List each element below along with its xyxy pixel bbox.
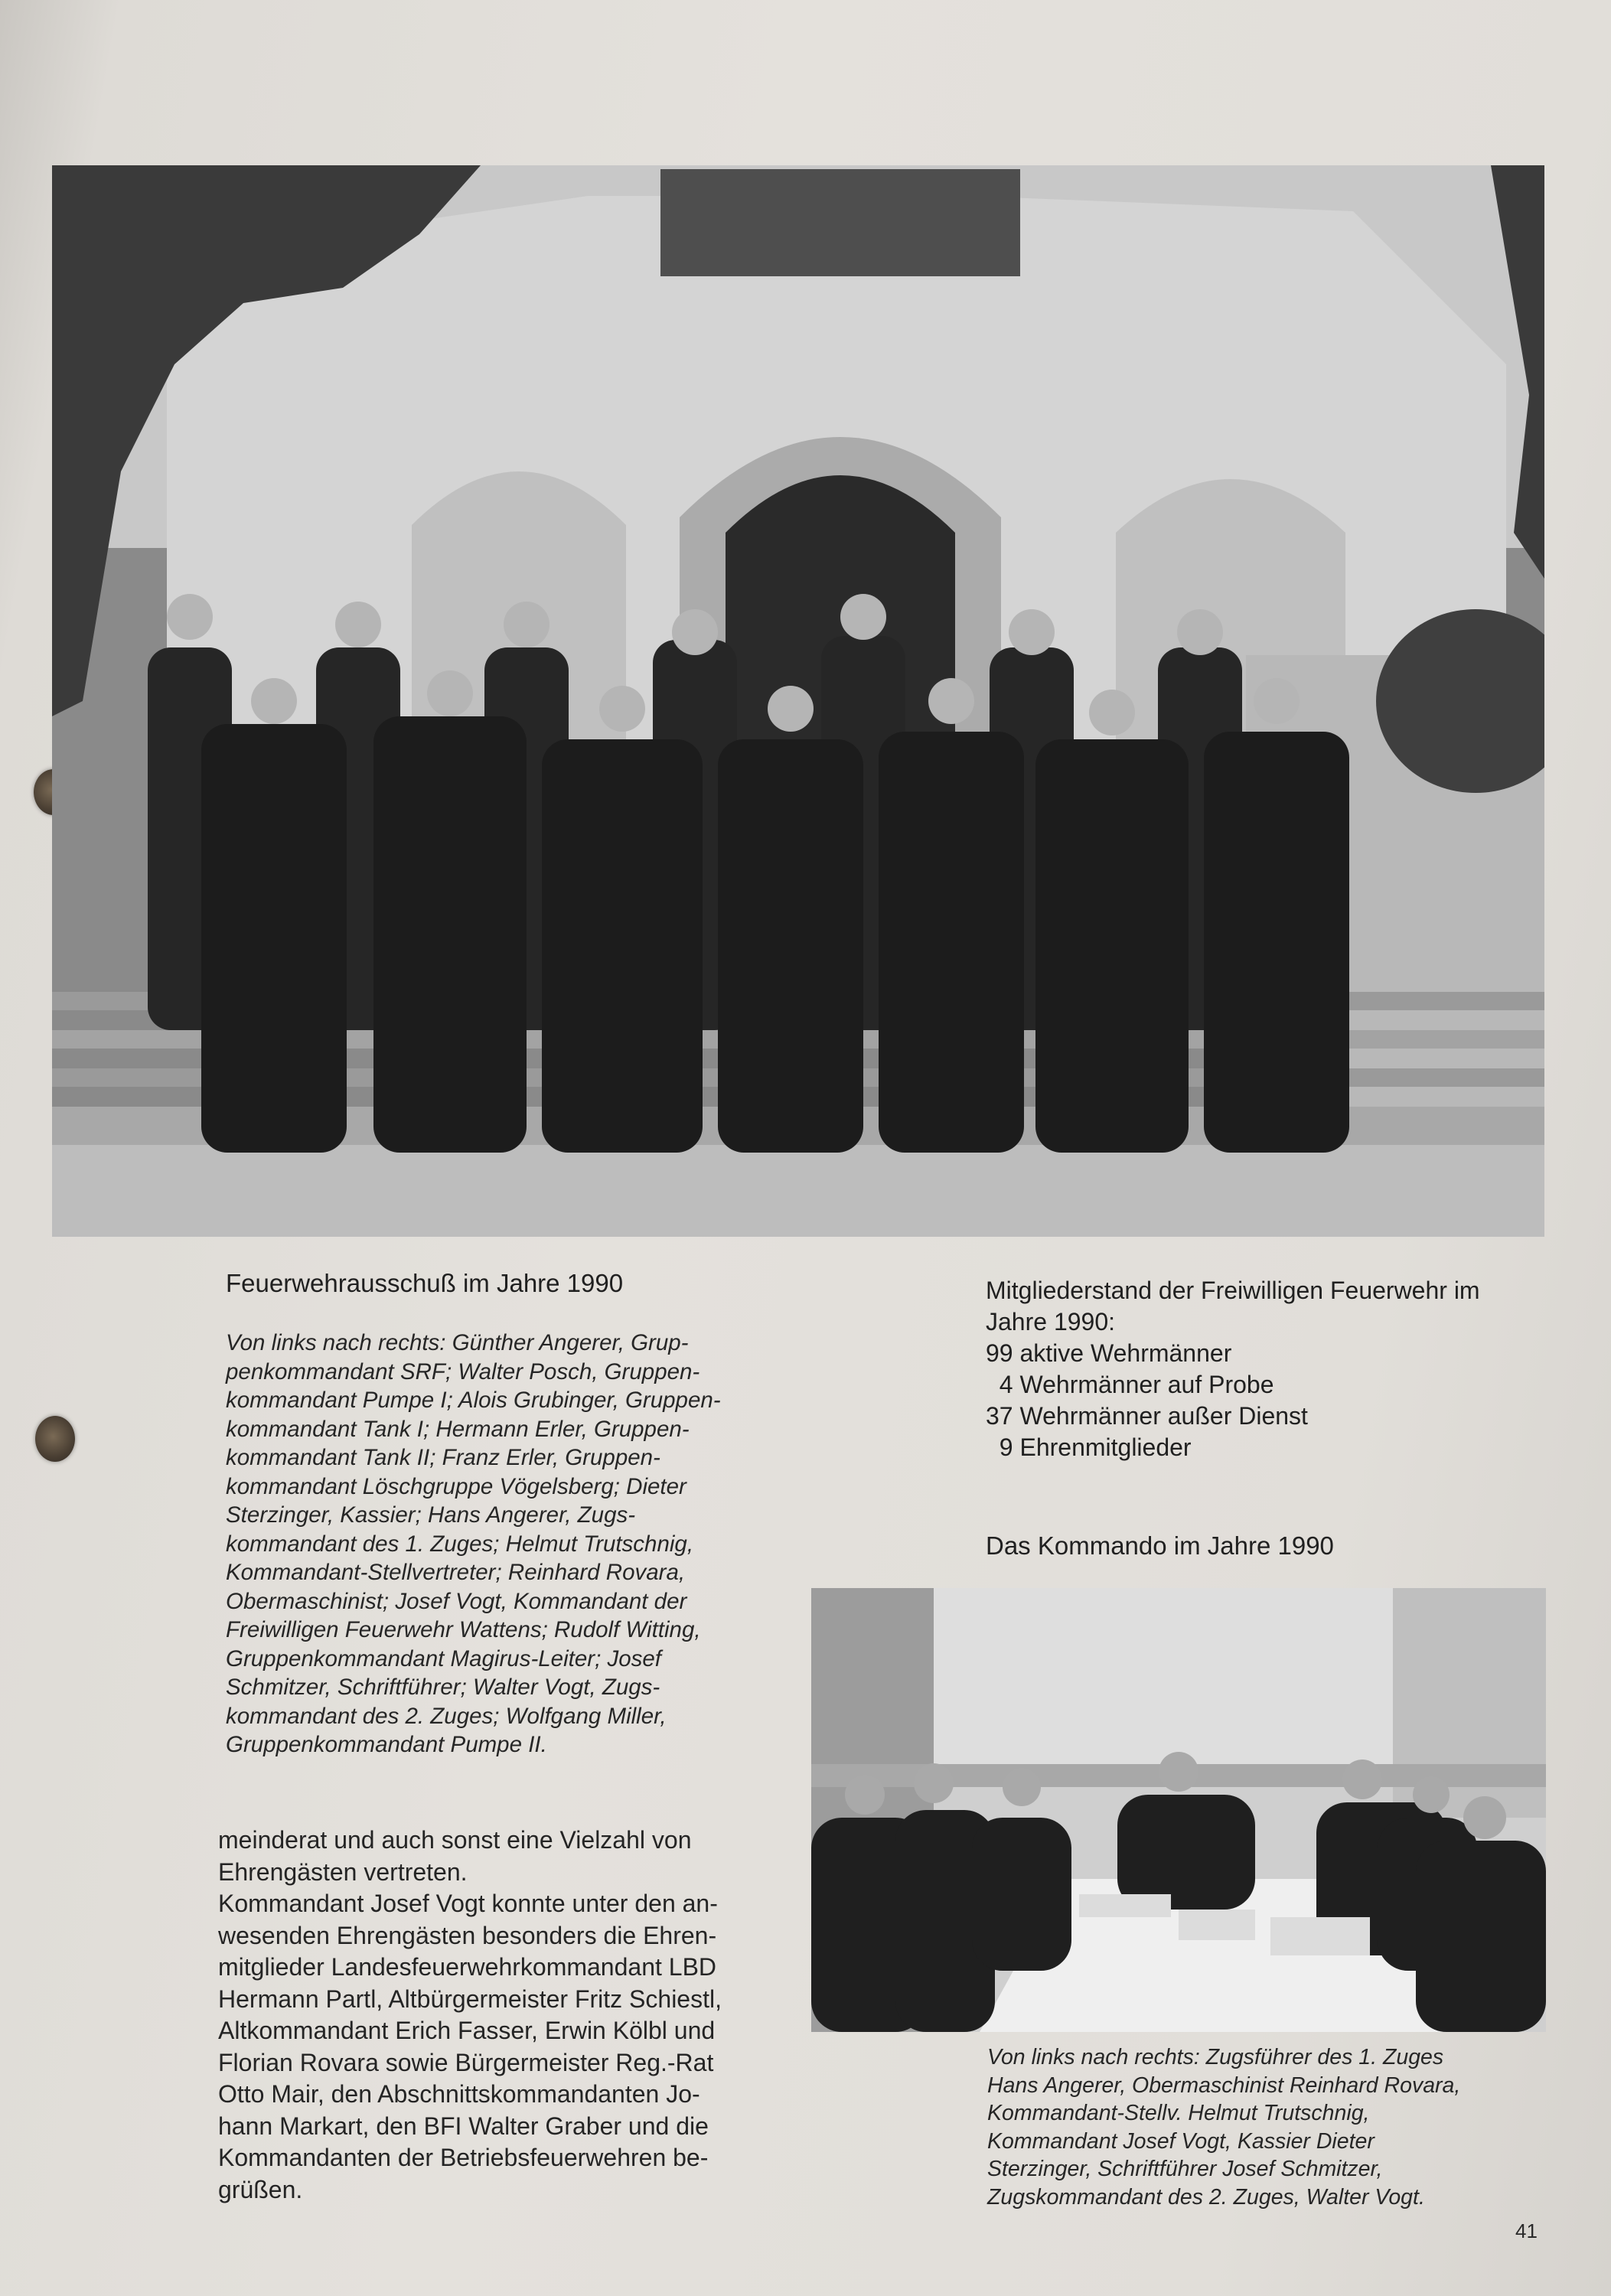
binder-hole-bottom — [35, 1416, 75, 1462]
body-line: Kommandant Josef Vogt konnte unter den an- — [218, 1890, 718, 1917]
caption-line: Gruppenkommandant Magirus-Leiter; Josef — [226, 1645, 661, 1671]
caption-line: Hans Angerer, Obermaschinist Reinhard Rovara, — [987, 2073, 1461, 2098]
page-number: 41 — [1515, 2219, 1538, 2242]
caption-line: kommandant Tank I; Hermann Erler, Gruppen- — [226, 1416, 690, 1442]
caption-line: kommandant Löschgruppe Vögelsberg; Dieter — [226, 1473, 686, 1499]
kommando-photo-drawing — [811, 1588, 1546, 2032]
members-heading-line: Jahre 1990: — [986, 1308, 1116, 1336]
kommando-photo-title: Das Kommando im Jahre 1990 — [986, 1531, 1334, 1560]
body-line: Altkommandant Erich Fasser, Erwin Kölbl und — [218, 2017, 716, 2044]
caption-line: Kommandant-Stellv. Helmut Trutschnig, — [987, 2101, 1370, 2125]
caption-line: kommandant Tank II; Franz Erler, Gruppen- — [226, 1445, 660, 1470]
body-line: mitglieder Landesfeuerwehrkommandant LBD — [218, 1953, 717, 1981]
caption-line: kommandant Pumpe I; Alois Grubinger, Gruppen- — [226, 1388, 721, 1413]
body-line: meinderat und auch sonst eine Vielzahl von — [218, 1826, 692, 1854]
caption-line: Zugskommandant des 2. Zuges, Walter Vogt. — [987, 2184, 1425, 2210]
body-line: Otto Mair, den Abschnittskommandanten Jo- — [218, 2080, 700, 2108]
body-line: wesenden Ehrengästen besonders die Ehren- — [218, 1921, 717, 1949]
group-photo-drawing — [52, 165, 1544, 1237]
caption-line: kommandant des 1. Zuges; Helmut Trutschnig, — [226, 1531, 694, 1557]
group-photo — [52, 165, 1544, 1237]
caption-line: kommandant des 2. Zuges; Wolfgang Miller, — [226, 1703, 667, 1729]
members-statistics — [986, 1275, 1480, 1463]
caption-line: Schmitzer, Schriftführer; Walter Vogt, Zugs- — [226, 1675, 660, 1700]
body-line: hann Markart, den BFI Walter Graber und die — [218, 2112, 709, 2140]
caption-line: Gruppenkommandant Pumpe II. — [226, 1732, 547, 1757]
caption-line: Freiwilligen Feuerwehr Wattens; Rudolf Witting, — [226, 1617, 701, 1642]
members-row: 9 Ehrenmitglieder — [986, 1433, 1192, 1461]
caption-line: Obermaschinist; Josef Vogt, Kommandant der — [226, 1588, 687, 1614]
group-photo-caption — [226, 1329, 721, 1760]
caption-line: Von links nach rechts: Zugsführer des 1. Zuges — [987, 2045, 1444, 2069]
members-heading-line: Mitgliederstand der Freiwilligen Feuerwehr im — [986, 1277, 1480, 1304]
kommando-photo-caption — [987, 2043, 1460, 2211]
caption-line: Kommandant-Stellvertreter; Reinhard Rovara, — [226, 1560, 686, 1585]
body-line: Hermann Partl, Altbürgermeister Fritz Schiestl, — [218, 1985, 722, 2013]
body-line: Florian Rovara sowie Bürgermeister Reg.-Rat — [218, 2048, 714, 2076]
kommando-photo — [811, 1588, 1546, 2032]
members-row: 37 Wehrmänner außer Dienst — [986, 1402, 1308, 1430]
caption-line: Sterzinger, Kassier; Hans Angerer, Zugs- — [226, 1502, 636, 1528]
caption-line: penkommandant SRF; Walter Posch, Gruppen- — [226, 1358, 700, 1384]
body-line: Kommandanten der Betriebsfeuerwehren be- — [218, 2144, 709, 2171]
members-row: 4 Wehrmänner auf Probe — [986, 1371, 1274, 1398]
group-photo-title: Feuerwehrausschuß im Jahre 1990 — [226, 1269, 624, 1297]
body-line: grüßen. — [218, 2175, 303, 2203]
caption-line: Kommandant Josef Vogt, Kassier Dieter — [987, 2128, 1375, 2154]
body-paragraph — [218, 1825, 722, 2206]
members-row: 99 aktive Wehrmänner — [986, 1339, 1232, 1367]
caption-line: Sterzinger, Schriftführer Josef Schmitzer, — [987, 2157, 1383, 2181]
caption-line: Von links nach rechts: Günther Angerer, Grup- — [226, 1330, 689, 1355]
body-line: Ehrengästen vertreten. — [218, 1857, 468, 1886]
